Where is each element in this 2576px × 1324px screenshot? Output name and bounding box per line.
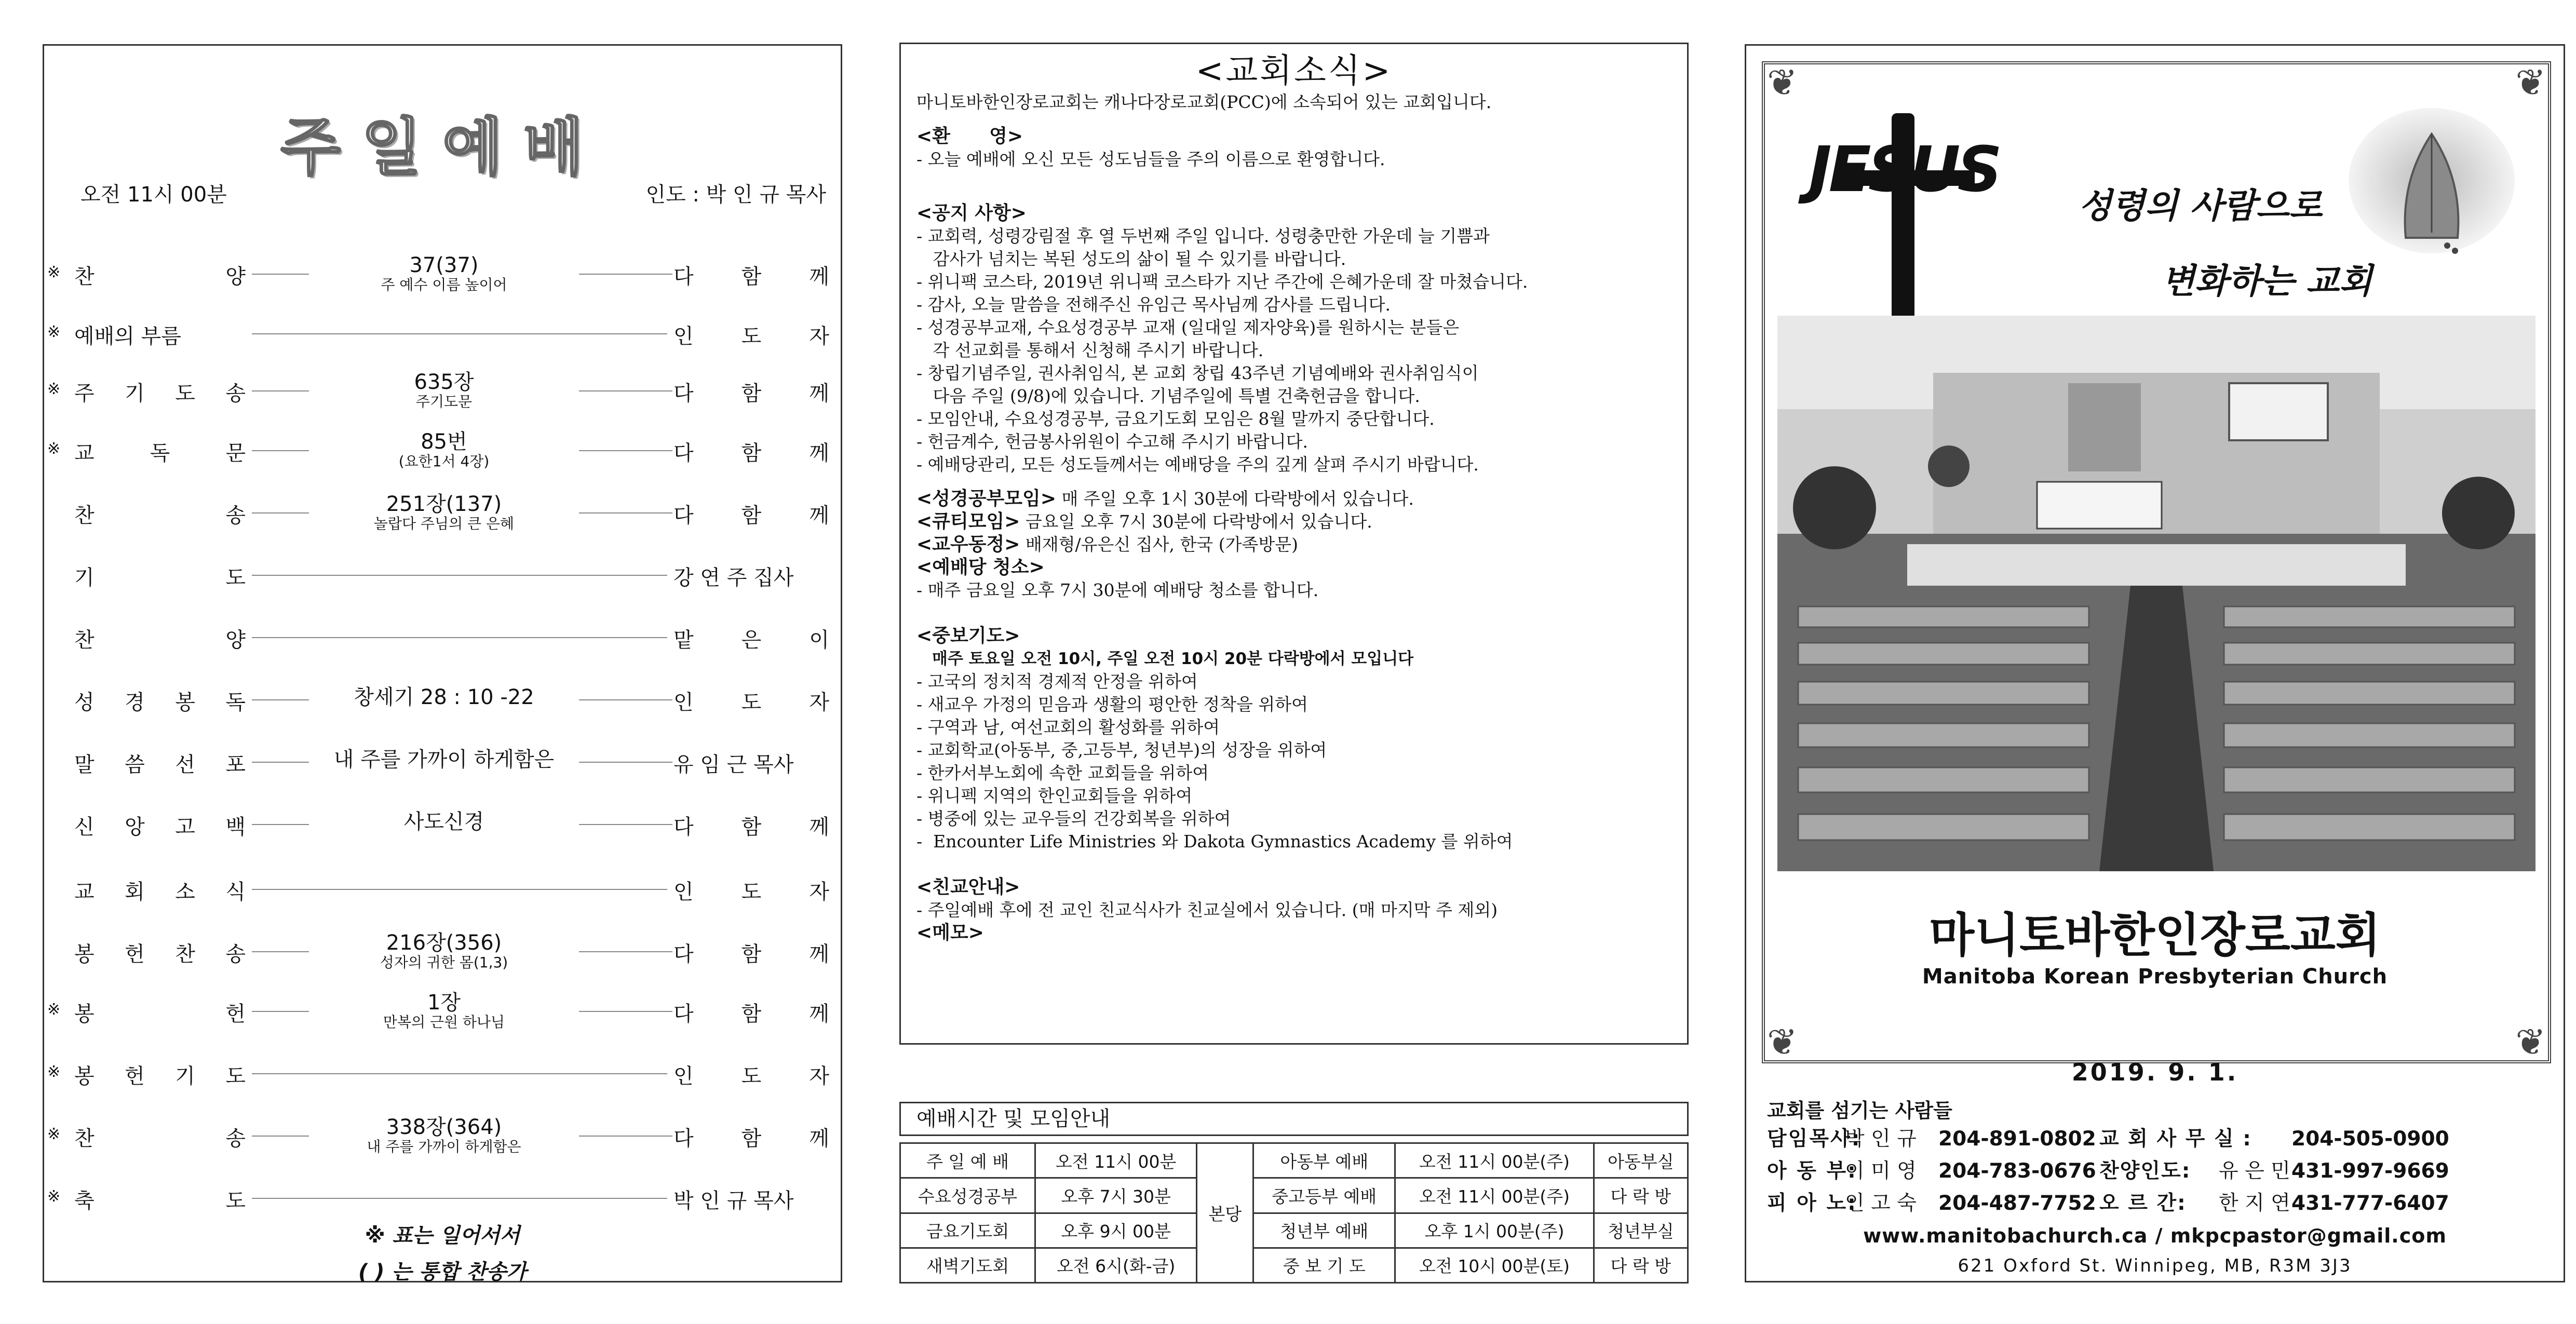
cleaning-text: - 매주 금요일 오후 7시 30분에 예배당 청소를 합니다. [916,580,1319,600]
worship-item-label: 봉 헌 기 도 [74,1064,246,1088]
standing-mark: ※ [47,440,61,458]
worship-item-label: 성 경 봉 독 [74,691,246,714]
schedule-cell: 청년부실 [1594,1213,1688,1248]
leader-line [579,762,672,763]
prayer-heading: <중보기도> [916,625,1020,646]
worship-item-person: 강 연 주 집사 [673,566,794,590]
schedule-cell: 수요성경공부 [900,1178,1035,1213]
news-intro: 마니토바한인장로교회는 캐나다장로교회(PCC)에 소속되어 있는 교회입니다. [916,92,1492,112]
leader-line [252,1073,667,1074]
hymn-title: 주 예수 이름 높이어 [381,276,507,293]
leader-line [579,450,672,451]
worship-item-label: 교 독 문 [74,441,246,465]
schedule-cell: 금요기도회 [900,1213,1035,1248]
slogan-line-2: 변화하는 교회 [2162,261,2372,301]
worship-row [44,928,844,975]
schedule-row [900,1213,1688,1248]
standing-mark: ※ [47,1063,61,1081]
leader-line [252,1198,667,1199]
worship-row [44,801,844,848]
prayer-item: - 새교우 가정의 믿음과 생활의 평안한 정착을 위하여 [916,694,1309,714]
welcome-heading: <환 영> [916,126,1023,147]
worship-time: 오전 11시 00분 [80,183,227,207]
worship-row [44,1113,844,1159]
staff-row [1767,1187,2556,1220]
corner-ornament-icon: ❦ [1767,61,1798,104]
worship-item-label: 주 기 도 송 [74,382,246,406]
schedule-cell: 새벽기도회 [900,1248,1035,1282]
notice-item: 다음 주일 (9/8)에 있습니다. 기념주일에 특별 건축헌금을 합니다. [916,386,1420,406]
leader-line [252,450,309,451]
worship-title: 주일예배 [280,112,604,184]
website-email[interactable]: www.manitobachurch.ca / mkpcpastor@gmail.com [1863,1224,2447,1247]
worship-row [44,988,844,1035]
prayer-item: - 한카서부노회에 속한 교회들을 위하여 [916,763,1209,783]
worship-row [44,427,844,474]
schedule-cell: 중고등부 예배 [1253,1178,1395,1213]
fellowship-heading: <친교안내> [916,876,1020,898]
schedule-cell: 청년부 예배 [1253,1213,1395,1248]
worship-row [44,368,844,414]
worship-item-person: 인 도 자 [673,1064,829,1088]
staff-row [1767,1123,2556,1155]
notice-item: 각 선교회를 통해서 신청해 주시기 바랍니다. [916,340,1264,360]
church-news-panel [899,43,1689,1045]
staff-role: 피 아 노: [1767,1192,1857,1215]
worship-item-person: 다 함 께 [673,382,829,406]
corner-ornament-icon: ❦ [1767,1021,1798,1063]
worship-item-person: 다 함 께 [673,504,829,528]
schedule-cell: 오전 10시 00분(토) [1395,1248,1594,1282]
hymn-number: 251장(137) [386,492,502,516]
schedule-row [900,1248,1688,1282]
hymn-number: 창세기 28 : 10 -22 [354,685,534,709]
schedule-cell: 오전 11시 00분(주) [1395,1178,1594,1213]
schedule-cell: 다 락 방 [1594,1178,1688,1213]
standing-note: ※ 표는 일어서서 [365,1224,520,1248]
cover-panel [1745,44,2565,1282]
worship-row [44,677,844,723]
prayer-item: - 구역과 남, 여선교회의 활성화를 위하여 [916,717,1220,737]
worship-item-detail [314,430,574,470]
schedule-place: 본당 [1197,1143,1253,1283]
worship-row [44,1050,844,1097]
notice-item: - 창립기념주일, 권사취임식, 본 교회 창립 43주년 기념예배와 권사취임식이 [916,363,1479,383]
hymn-number: 338장(364) [386,1115,502,1139]
hymn-title: 만복의 근원 하나님 [383,1014,505,1031]
worship-row [44,310,844,357]
corner-ornament-icon: ❦ [2515,1021,2546,1063]
leader-line [579,951,672,952]
worship-item-person: 다 함 께 [673,265,829,289]
worship-item-detail [314,931,574,971]
worship-item-label: 찬 양 [74,265,246,289]
staff-phone: 204-891-0802 [1938,1127,2096,1151]
schedule-cell: 오전 11시 00분 [1035,1143,1197,1178]
staff-name: 인 고 숙 [1845,1192,1917,1215]
leader-line [252,575,667,576]
worship-item-detail [314,254,574,293]
worship-item-person: 유 임 근 목사 [673,753,794,777]
worship-item-label: 찬 송 [74,1127,246,1151]
leader-line [252,274,309,275]
worship-item-label: 봉 헌 [74,1002,246,1026]
staff-name: 박 인 규 [1845,1127,1917,1151]
worship-item-label: 축 도 [74,1189,246,1213]
leader-line [252,889,667,890]
jesus-logo: JESUS [1809,134,1999,206]
praying-hands-icon [2343,103,2515,259]
standing-mark: ※ [47,263,61,281]
worship-item-label: 신 앙 고 백 [74,815,246,839]
worship-item-label: 교 회 소 식 [74,880,246,904]
hymn-number: 216장(356) [386,931,502,955]
standing-mark: ※ [47,380,61,398]
hymn-number: 635장 [414,370,474,394]
leader-line [579,512,672,514]
hymn-number: 1장 [427,991,461,1015]
hymn-number: 사도신경 [403,810,484,834]
staff-phone: 431-997-9669 [2291,1159,2449,1183]
notice-item: - 헌금계수, 헌금봉사위원이 수고해 주시기 바랍니다. [916,431,1309,452]
news-title: <교회소식> [1195,52,1393,90]
notice-item: - 성경공부교재, 수요성경공부 교재 (일대일 제자양육)를 원하시는 분들은 [916,317,1460,337]
worship-leader: 인도 : 박 인 규 목사 [645,183,826,207]
worship-item-person: 인 도 자 [673,691,829,714]
leader-line [252,1136,309,1137]
schedule-cell: 아동부실 [1594,1143,1688,1178]
worship-item-detail [314,686,574,709]
hymn-number: 37(37) [409,253,479,277]
prayer-item: - 위니펙 지역의 한인교회들을 위하여 [916,786,1193,806]
bible-study-heading: <성경공부모임> [916,488,1056,509]
staff-phone: 204-487-7752 [1938,1192,2096,1215]
hymn-number: 내 주를 가까이 하게함은 [333,748,555,772]
worship-row [44,251,844,298]
worship-order-panel [43,44,842,1282]
hymn-title: 성자의 귀한 몸(1,3) [380,954,508,971]
sanctuary-photo [1777,316,2535,871]
qt-text: 금요일 오후 7시 30분에 다락방에서 있습니다. [1020,511,1372,532]
notice-item: - 예배당관리, 모든 성도들께서는 예배당을 주의 깊게 살펴 주시기 바랍니다. [916,454,1479,475]
worship-row [44,490,844,536]
leader-line [252,1011,309,1012]
worship-row [44,866,844,913]
hymn-title: (요한1서 4장) [398,453,490,470]
member-news-heading: <교우동정> [916,534,1020,555]
hymn-number: 85번 [421,430,467,454]
schedule-heading: 예배시간 및 모임안내 [899,1102,1689,1136]
leader-line [252,390,309,391]
qt-heading: <큐티모임> [916,511,1020,532]
bulletin-date: 2019. 9. 1. [2071,1058,2238,1086]
leader-line [252,333,667,334]
worship-item-label: 찬 송 [74,504,246,528]
worship-item-detail [314,991,574,1031]
leader-line [252,951,309,952]
worship-item-label: 봉 헌 찬 송 [74,942,246,966]
worship-row [44,614,844,661]
leader-line [252,824,309,825]
bible-study-text: 매 주일 오후 1시 30분에 다락방에서 있습니다. [1056,489,1414,509]
cleaning-heading: <예배당 청소> [916,557,1045,578]
church-address: 621 Oxford St. Winnipeg, MB, R3M 3J3 [1958,1255,2352,1276]
news-body [916,91,1680,944]
hymn-title: 내 주를 가까이 하게함은 [367,1138,521,1155]
notice-item: - 감사, 오늘 말씀을 전해주신 유임근 목사님께 감사를 드립니다. [916,294,1391,315]
slogan-line-1: 성령의 사람으로 [2079,186,2323,226]
staff-phone: 431-777-6407 [2291,1192,2449,1215]
schedule-row [900,1143,1688,1178]
worship-item-person: 인 도 자 [673,880,829,904]
hymnal-note: ( ) 는 통합 찬송가 [358,1260,527,1284]
worship-item-person: 인 도 자 [673,325,829,348]
staff-role: 교 회 사 무 실 : [2099,1127,2252,1151]
worship-item-person: 다 함 께 [673,942,829,966]
standing-mark: ※ [47,1001,61,1019]
leader-line [579,390,672,391]
worship-item-label: 기 도 [74,566,246,590]
worship-row [44,552,844,599]
schedule-cell: 오후 1시 00분(주) [1395,1213,1594,1248]
notice-item: - 교회력, 성령강림절 후 열 두번째 주일 입니다. 성령충만한 가운데 늘 기쁨과 [916,226,1490,246]
member-news-text: 배재형/유은신 집사, 한국 (가족방문) [1020,534,1299,555]
staff-row [1767,1155,2556,1187]
schedule-row [900,1178,1688,1213]
standing-mark: ※ [47,323,61,341]
schedule-cell: 오후 7시 30분 [1035,1178,1197,1213]
worship-item-label: 찬 양 [74,628,246,652]
leader-line [579,274,672,275]
worship-item-detail [314,371,574,410]
worship-item-person: 맡 은 이 [673,628,829,652]
standing-mark: ※ [47,1187,61,1206]
staff-name: 한 지 연 [2219,1192,2290,1215]
leader-line [252,637,667,638]
staff-list [1767,1123,2556,1220]
leader-line [579,1136,672,1137]
worship-item-detail [314,748,574,771]
worship-row [44,739,844,786]
leader-line [579,699,672,700]
leader-line [252,512,309,514]
memo-heading: <메모> [916,922,984,943]
hymn-title: 주기도문 [415,393,473,410]
worship-item-detail [314,493,574,532]
welcome-text: - 오늘 예배에 오신 모든 성도님들을 주의 이름으로 환영합니다. [916,149,1385,169]
staff-role: 찬양인도: [2099,1159,2191,1183]
notice-item: 감사가 넘치는 복된 성도의 삶이 될 수 있기를 바랍니다. [916,249,1346,269]
worship-item-person: 다 함 께 [673,1002,829,1026]
worship-item-label: 말 씀 선 포 [74,753,246,777]
prayer-item: - 병중에 있는 교우들의 건강회복을 위하여 [916,808,1231,829]
prayer-item: - 교회학교(아동부, 중,고등부, 청년부)의 성장을 위하여 [916,740,1327,760]
worship-item-person: 박 인 규 목사 [673,1189,794,1213]
worship-item-person: 다 함 께 [673,815,829,839]
schedule-cell: 오전 11시 00분(주) [1395,1143,1594,1178]
prayer-item: - Encounter Life Ministries 와 Dakota Gymnastics Academy 를 위하여 [916,831,1513,852]
schedule-cell: 중 보 기 도 [1253,1248,1395,1282]
worship-item-person: 다 함 께 [673,441,829,465]
cover-banner [1777,77,2535,336]
hymn-title: 놀랍다 주님의 큰 은혜 [373,515,515,532]
leader-line [252,699,309,700]
standing-mark: ※ [47,1125,61,1143]
worship-item-detail [314,1116,574,1155]
notice-heading: <공지 사항> [916,202,1027,224]
schedule-cell: 주 일 예 배 [900,1143,1035,1178]
prayer-item: - 고국의 정치적 경제적 안정을 위하여 [916,671,1198,692]
leader-line [579,824,672,825]
staff-heading: 교회를 섬기는 사람들 [1767,1099,1952,1122]
staff-name: 이 미 영 [1845,1159,1917,1183]
leader-line [579,1011,672,1012]
prayer-list [916,670,1680,853]
church-name-korean: 마니토바한인장로교회 [1929,908,2381,963]
schedule-cell: 아동부 예배 [1253,1143,1395,1178]
staff-role: 오 르 간: [2099,1192,2187,1215]
staff-role: 아 동 부: [1767,1159,1857,1183]
leader-line [252,762,309,763]
worship-item-label: 예배의 부름 [74,325,181,348]
church-name-english: Manitoba Korean Presbyterian Church [1922,965,2388,989]
notice-item: - 모임안내, 수요성경공부, 금요기도회 모임은 8월 말까지 중단합니다. [916,409,1435,429]
schedule-cell: 오후 9시 00분 [1035,1213,1197,1248]
notice-item: - 위니팩 코스타, 2019년 위니팩 코스타가 지난 주간에 은혜가운데 잘 마쳤습니다. [916,272,1528,292]
worship-item-detail [314,810,574,833]
schedule-cell: 다 락 방 [1594,1248,1688,1282]
corner-ornament-icon: ❦ [2515,61,2546,104]
schedule-table [899,1142,1689,1284]
prayer-schedule: 매주 토요일 오전 10시, 주일 오전 10시 20분 다락방에서 모입니다 [932,650,1414,668]
staff-role: 담임목사: [1767,1127,1862,1151]
staff-phone: 204-783-0676 [1938,1159,2096,1183]
fellowship-text: - 주일예배 후에 전 교인 친교식사가 친교실에서 있습니다. (매 마지막 주 제외) [916,900,1498,920]
worship-row [44,1175,844,1222]
staff-phone: 204-505-0900 [2291,1127,2449,1151]
schedule-cell: 오전 6시(화-금) [1035,1248,1197,1282]
worship-item-person: 다 함 께 [673,1127,829,1151]
notice-list [916,225,1680,476]
staff-name: 유 은 민 [2219,1159,2290,1183]
